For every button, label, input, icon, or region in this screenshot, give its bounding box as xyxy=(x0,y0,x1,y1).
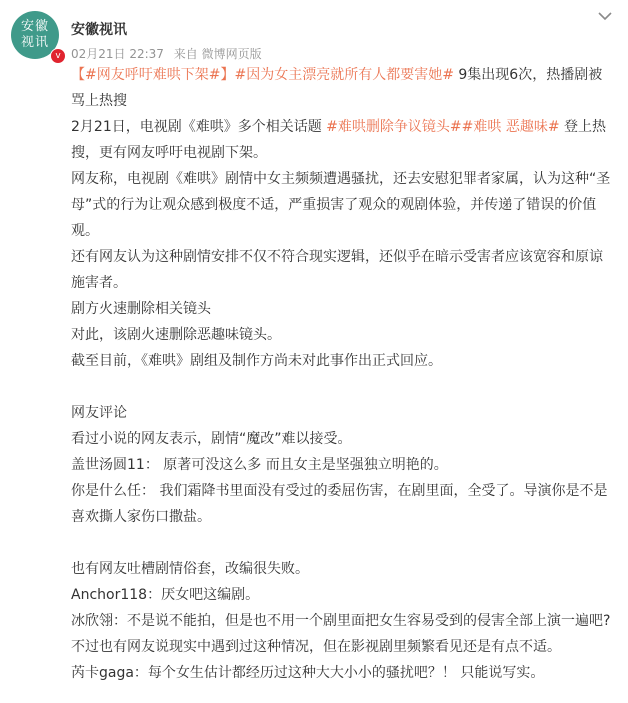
avatar-text-line1: 安徽 xyxy=(20,19,49,34)
comment-quote: 芮卡gaga：每个女生估计都经历过这种大大小小的骚扰吧？！ 只能说写实。 xyxy=(71,665,545,681)
paragraph: 不过也有网友说现实中遇到过这种情况，但在影视剧里频繁看见还是有点不适。 xyxy=(71,639,561,655)
comment-quote: 你是什么任： 我们霜降书里面没有受过的委屈伤害，在剧里面，全受了。导演你是不是喜欢撕人家伤口撒盐。 xyxy=(71,483,608,525)
paragraph: 截至目前，《难哄》剧组及制作方尚未对此事作出正式回应。 xyxy=(71,353,442,369)
paragraph: 也有网友吐槽剧情俗套，改编很失败。 xyxy=(71,561,309,577)
post-content xyxy=(71,62,611,686)
hashtag-link[interactable]: #难哄 恶趣味# xyxy=(461,119,560,135)
paragraph: 还有网友认为这种剧情安排不仅不符合现实逻辑，还似乎在暗示受害者应该宽容和原谅施害者。 xyxy=(71,249,603,291)
comment-quote: 盖世汤圆11： 原著可没这么多 而且女主是坚强独立明艳的。 xyxy=(71,457,448,473)
paragraph: 看过小说的网友表示，剧情“魔改”难以接受。 xyxy=(71,431,352,447)
spacer xyxy=(71,374,611,400)
section-heading: 网友评论 xyxy=(71,405,127,421)
post-meta xyxy=(71,45,268,62)
hashtag-link[interactable]: #难哄删除争议镜头# xyxy=(326,119,462,135)
comment-quote: 冰欣翎：不是说不能拍，但是也不用一个剧里面把女生容易受到的侵害全部上演一遍吧? xyxy=(71,613,611,629)
paragraph xyxy=(71,114,611,166)
author-name[interactable]: 安徽视讯 xyxy=(71,22,127,38)
paragraph-text: 9集出现6次，热播剧被骂上热搜 xyxy=(71,67,603,109)
hashtag-link[interactable]: 【#网友呼吁难哄下架#】 xyxy=(71,67,235,83)
paragraph xyxy=(71,62,611,114)
verified-badge-icon: v xyxy=(50,48,66,64)
paragraph: 剧方火速删除相关镜头 xyxy=(71,301,211,317)
paragraph-text: 登上热搜，更有网友呼吁电视剧下架。 xyxy=(71,119,607,161)
avatar-text-line2: 视讯 xyxy=(20,35,49,50)
comment-quote: Anchor118：厌女吧这编剧。 xyxy=(71,587,260,603)
paragraph: 网友称，电视剧《难哄》剧情中女主频频遭遇骚扰，还去安慰犯罪者家属，认为这种“圣母”式的行为让观众感到极度不适，严重损害了观众的观剧体验，并传递了错误的价值观。 xyxy=(71,171,611,239)
post-time[interactable]: 02月21日 22:37 xyxy=(71,47,164,61)
spacer xyxy=(71,530,611,556)
post-source: 来自 微博网页版 xyxy=(173,47,262,61)
chevron-down-icon[interactable] xyxy=(596,8,614,24)
hashtag-link[interactable]: #因为女主漂亮就所有人都要害她# xyxy=(234,67,454,83)
paragraph: 对此，该剧火速删除恶趣味镜头。 xyxy=(71,327,281,343)
paragraph-text: 2月21日，电视剧《难哄》多个相关话题 xyxy=(71,119,327,135)
